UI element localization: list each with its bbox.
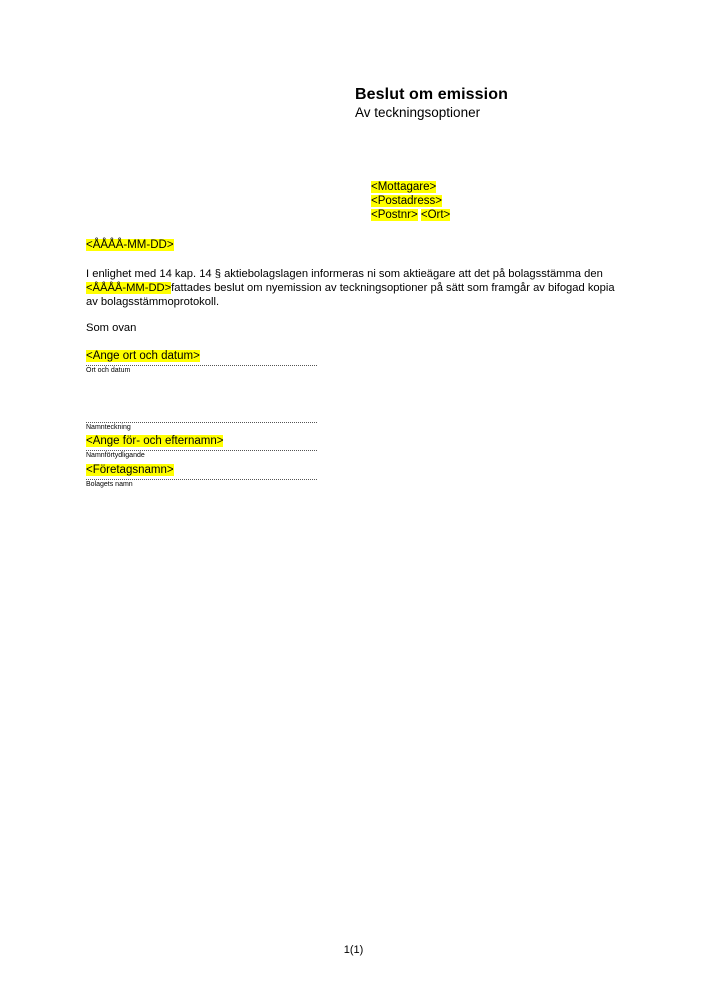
company-name-line (86, 479, 317, 480)
meeting-date[interactable]: <ÅÅÅÅ-MM-DD> (86, 282, 172, 294)
body-text-part2: fattades beslut om nyemission av teckningsoptioner på sätt som framgår av bifogad kopia av bolagsstämmoprotokoll. (86, 282, 615, 308)
recipient-postal-address[interactable]: <Postadress> (371, 195, 442, 207)
name-clarification-caption: Namnförtydligande (86, 452, 145, 459)
recipient-address-block (371, 180, 450, 222)
signature-caption: Namnteckning (86, 424, 131, 431)
document-date[interactable]: <ÅÅÅÅ-MM-DD> (86, 239, 174, 251)
recipient-postal-code[interactable]: <Postnr> (371, 209, 418, 221)
name-clarification-line (86, 450, 317, 451)
company-name-field[interactable]: <Företagsnamn> (86, 464, 174, 476)
place-date-caption: Ort och datum (86, 367, 131, 374)
recipient-city[interactable]: <Ort> (420, 209, 451, 221)
closing-text: Som ovan (86, 322, 137, 334)
place-date-line (86, 365, 317, 366)
recipient-name[interactable]: <Mottagare> (371, 181, 437, 193)
signature-line (86, 422, 317, 423)
body-paragraph (86, 267, 626, 309)
place-date-field[interactable]: <Ange ort och datum> (86, 350, 200, 362)
document-title: Beslut om emission (355, 86, 508, 103)
document-subtitle: Av teckningsoptioner (355, 105, 481, 120)
body-text-part1: I enlighet med 14 kap. 14 § aktiebolagslagen informeras ni som aktieägare att det på bolagsstämma den (86, 268, 603, 280)
name-clarification-field[interactable]: <Ange för- och efternamn> (86, 435, 224, 447)
company-name-caption: Bolagets namn (86, 481, 133, 488)
page-number: 1(1) (343, 944, 364, 956)
